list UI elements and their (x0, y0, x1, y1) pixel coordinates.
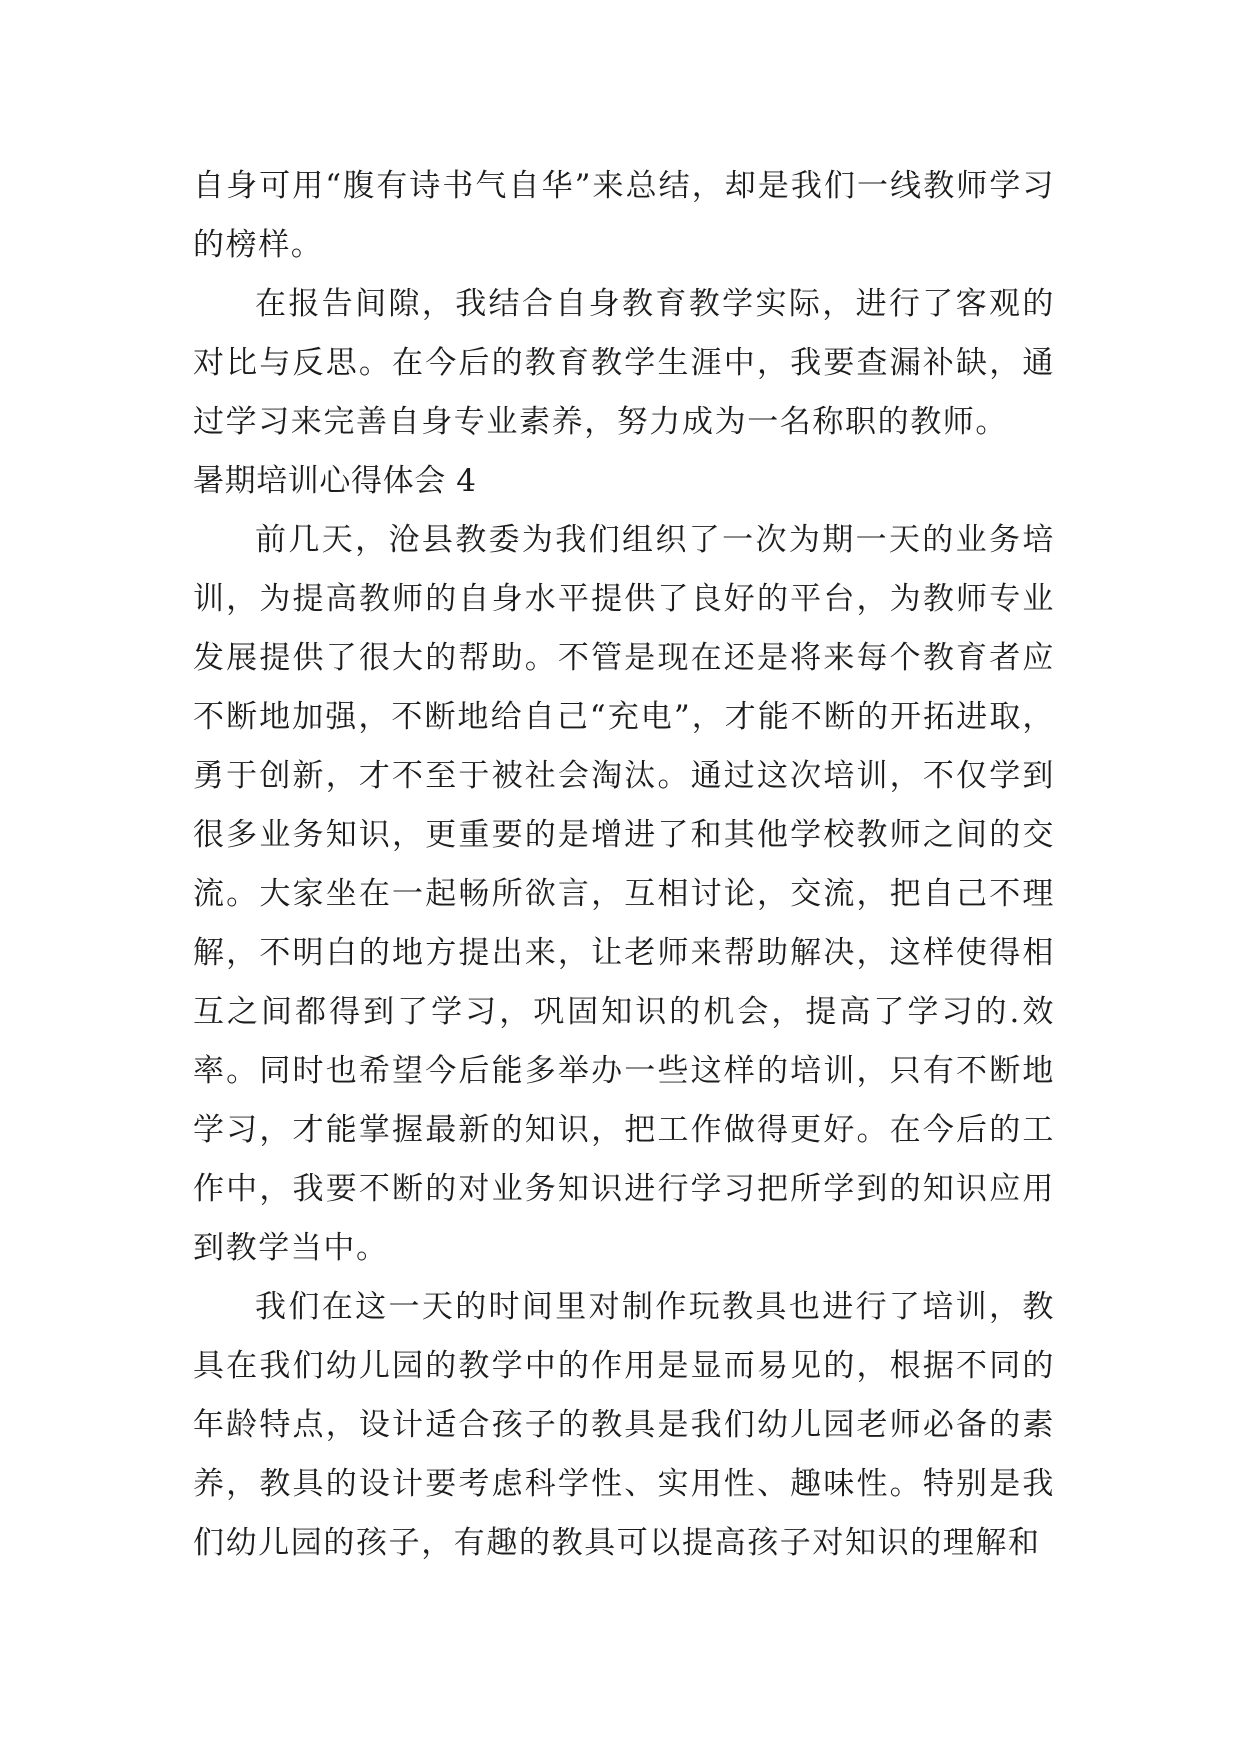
paragraph-teaching-aids: 我们在这一天的时间里对制作玩教具也进行了培训，教具在我们幼儿园的教学中的作用是显而易见的，根据不同的年龄特点，设计适合孩子的教具是我们幼儿园老师必备的素养，教具的设计要考虑科学性、实用性、趣味性。特别是我们幼儿园的孩子，有趣的教具可以提高孩子对知识的理解和 (193, 1289, 1055, 1561)
document-body (193, 157, 1055, 1573)
paragraph-continued: 自身可用“腹有诗书气自华”来总结，却是我们一线教师学习的榜样。 (193, 168, 1055, 263)
section-title: 暑期培训心得体会 4 (193, 463, 477, 499)
paragraph-reflection: 在报告间隙，我结合自身教育教学实际，进行了客观的对比与反思。在今后的教育教学生涯中，我要查漏补缺，通过学习来完善自身专业素养，努力成为一名称职的教师。 (193, 286, 1055, 440)
paragraph-training: 前几天，沧县教委为我们组织了一次为期一天的业务培训，为提高教师的自身水平提供了良好的平台，为教师专业发展提供了很大的帮助。不管是现在还是将来每个教育者应不断地加强，不断地给自己“充电”，才能不断的开拓进取，勇于创新，才不至于被社会淘汰。通过这次培训，不仅学到很多业务知识，更重要的是增进了和其他学校教师之间的交流。大家坐在一起畅所欲言，互相讨论，交流，把自己不理解，不明白的地方提出来，让老师来帮助解决，这样使得相互之间都得到了学习，巩固知识的机会，提高了学习的.效率。同时也希望今后能多举办一些这样的培训，只有不断地学习，才能掌握最新的知识，把工作做得更好。在今后的工作中，我要不断的对业务知识进行学习把所学到的知识应用到教学当中。 (193, 522, 1055, 1266)
